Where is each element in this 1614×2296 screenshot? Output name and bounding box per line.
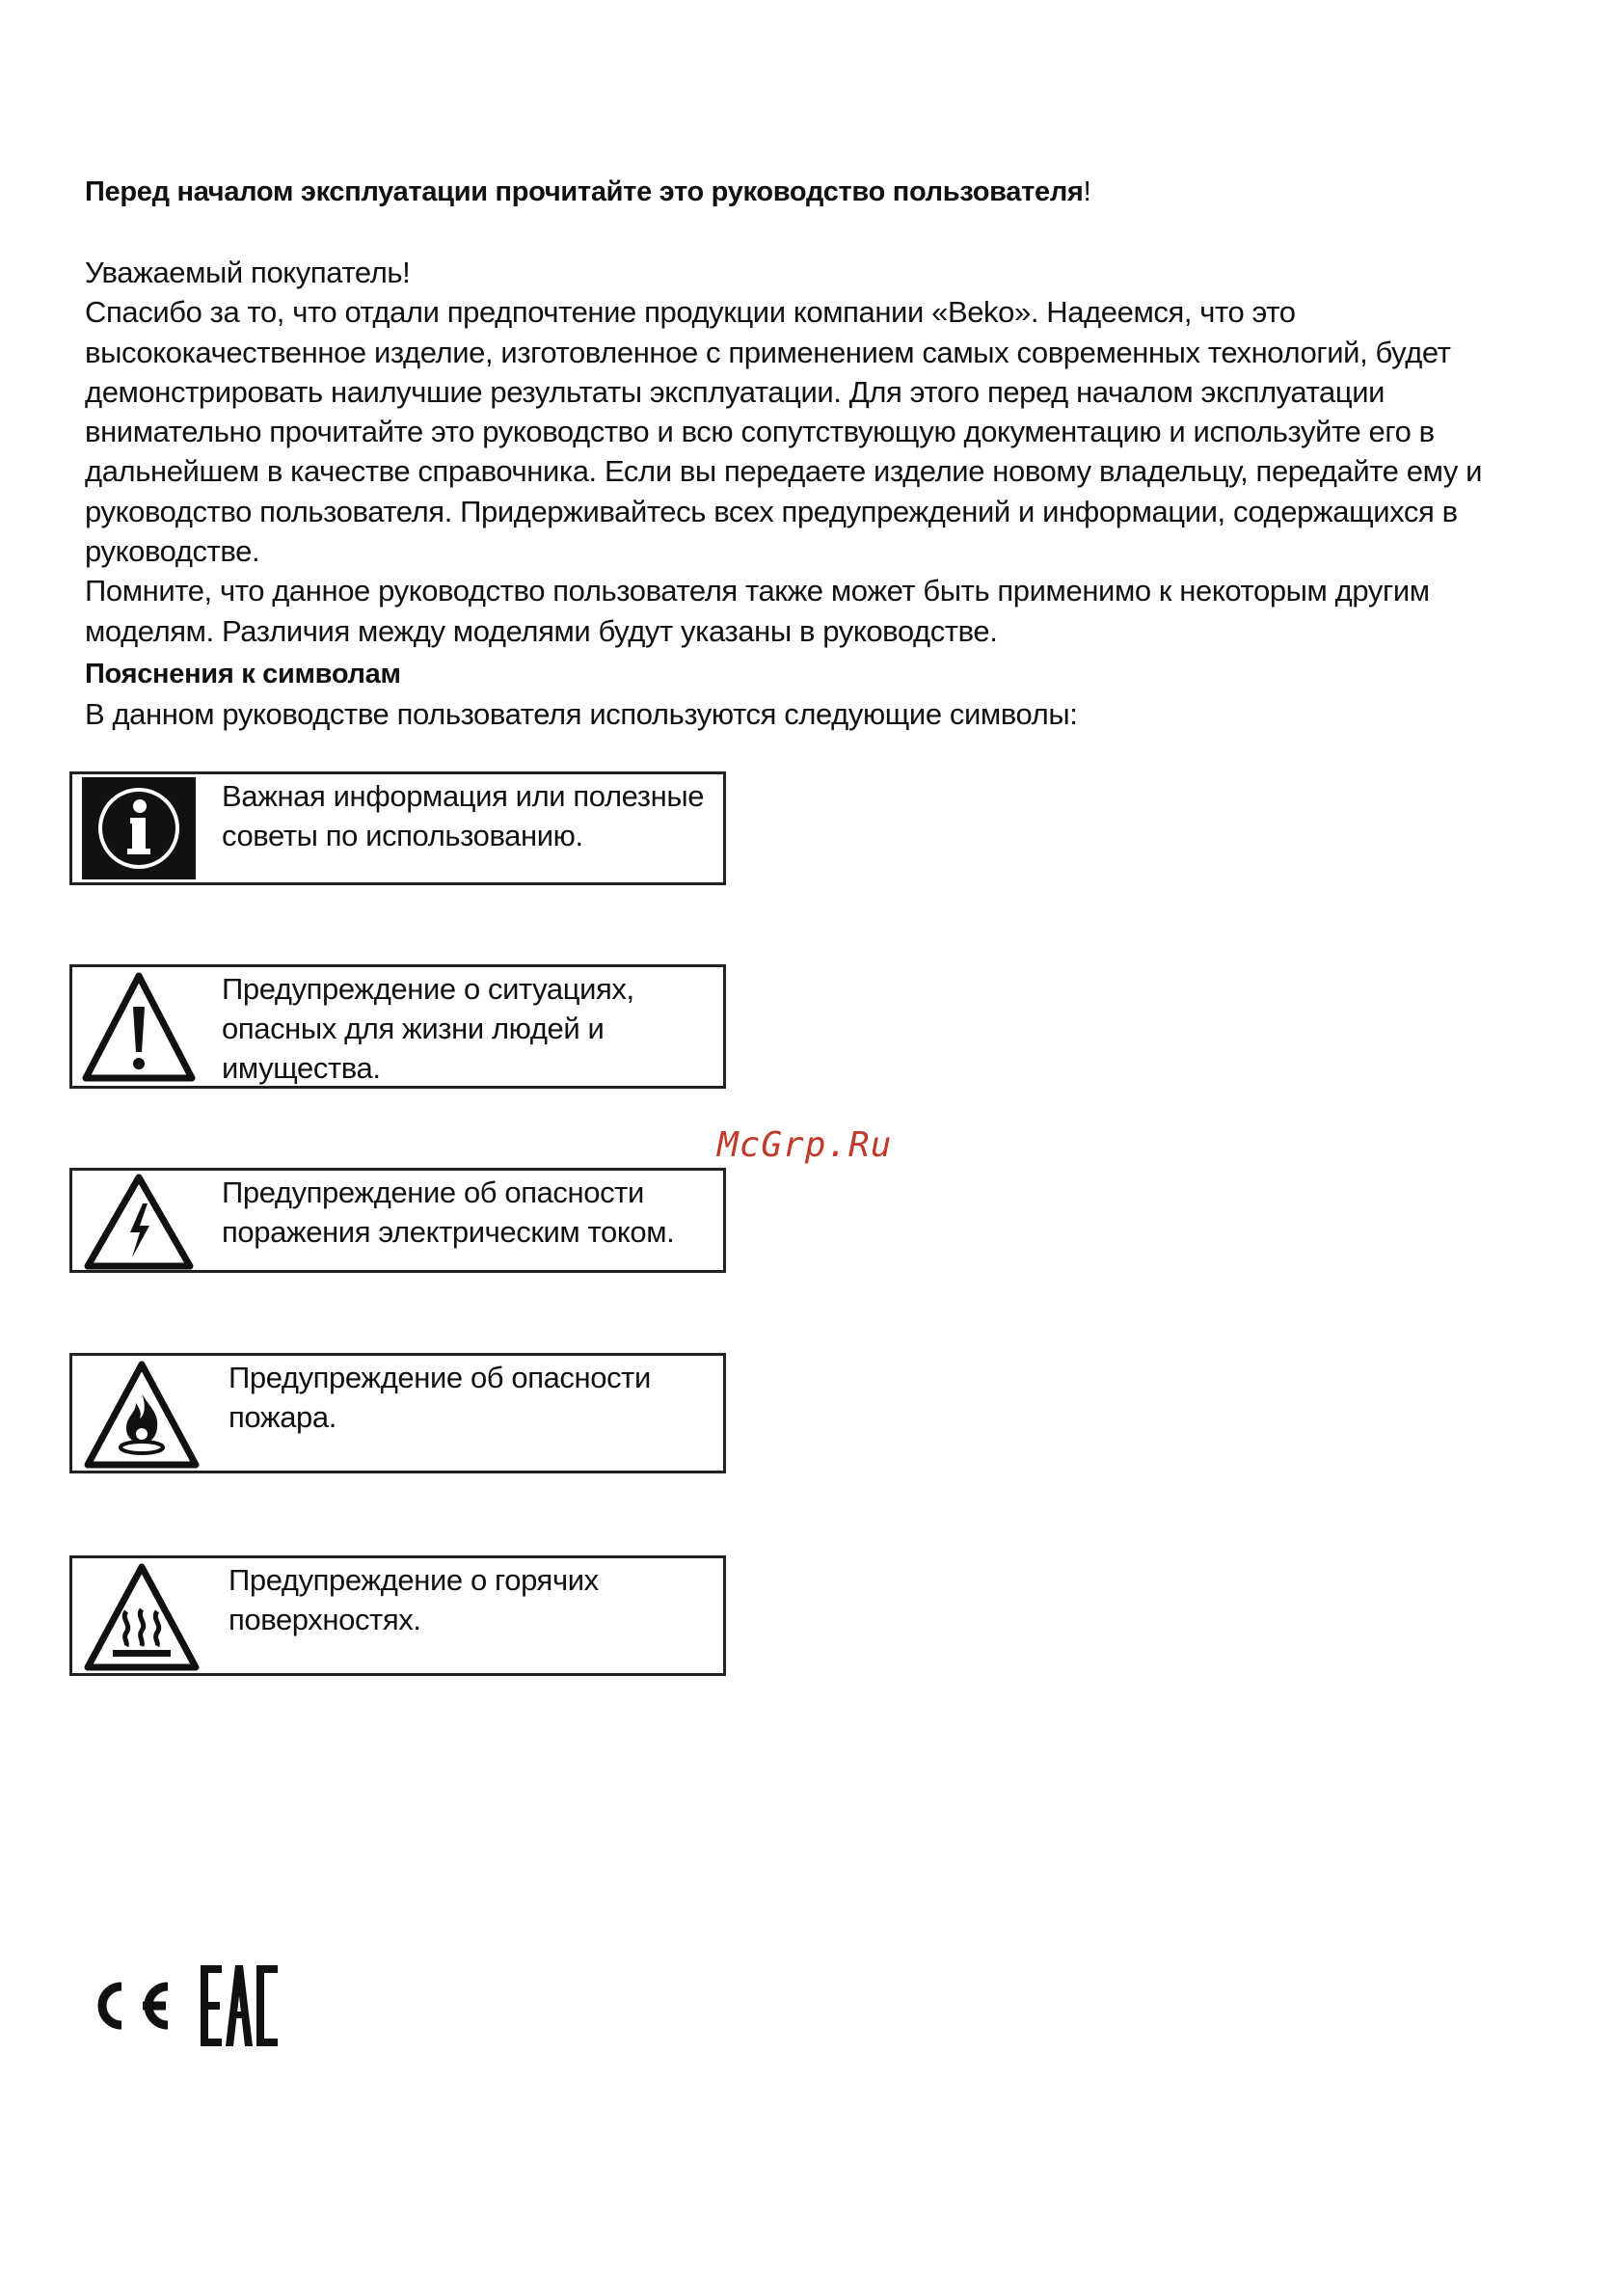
symbol-box-fire <box>69 1353 726 1473</box>
symbol-box-info <box>69 771 726 885</box>
symbol-box-electric <box>69 1168 726 1273</box>
page-heading-excl: ! <box>1083 176 1091 207</box>
ce-mark-icon <box>102 1986 168 2025</box>
warning-icon <box>82 970 196 1089</box>
symbol-text-line: советы по использованию. <box>222 819 583 852</box>
symbol-text-line: Предупреждение о ситуациях, <box>222 972 634 1006</box>
intro-text <box>85 253 1531 651</box>
electric-shock-icon <box>82 1173 196 1276</box>
symbol-box-warning <box>69 964 726 1089</box>
symbol-text-line: опасных для жизни людей и <box>222 1012 605 1045</box>
info-icon <box>82 777 196 884</box>
eac-mark-icon <box>201 1965 278 2046</box>
symbol-text-line: имущества. <box>222 1051 381 1085</box>
symbols-intro: В данном руководстве пользователя используются следующие символы: <box>85 697 1078 731</box>
hot-surface-icon <box>82 1561 202 1678</box>
symbol-text-line: Предупреждение о горячих <box>229 1563 599 1597</box>
fire-hazard-icon <box>82 1359 202 1475</box>
watermark: McGrp.Ru <box>717 1125 893 1165</box>
symbols-heading: Пояснения к символам <box>85 659 401 689</box>
intro-paragraph: Помните, что данное руководство пользователя также может быть применимо к некоторым другим моделям. Различия между моделями будут указаны в руководстве. <box>85 574 1430 648</box>
symbol-text-line: Предупреждение об опасности <box>222 1175 644 1209</box>
symbol-box-hot-surface <box>69 1555 726 1676</box>
symbol-text-line: пожара. <box>229 1400 336 1434</box>
symbol-text-line: поражения электрическим током. <box>222 1215 675 1249</box>
symbol-text-line: Предупреждение об опасности <box>229 1361 651 1394</box>
symbol-text-line: поверхностях. <box>229 1603 421 1636</box>
intro-paragraph: Уважаемый покупатель! <box>85 256 411 289</box>
intro-paragraph: Спасибо за то, что отдали предпочтение продукции компании «Beko». Надеемся, что это высококачественное изделие, изготовленное с применением самых современных технологий, будет демонстрировать наилучшие результаты эксплуатации. Для этого перед началом эксплуатации внимательно прочитайте это руководство и всю сопутствующую документацию и используйте его в дальнейшем в качестве справочника. Если вы передаете изделие новому владельцу, передайте ему и руководство пользователя. Придерживайтесь всех предупреждений и информации, содержащихся в руководстве. <box>85 295 1483 569</box>
certification-marks <box>83 1958 295 2059</box>
page-heading-text: Перед началом эксплуатации прочитайте это руководство пользователя <box>85 176 1084 207</box>
symbol-text-line: Важная информация или полезные <box>222 779 705 813</box>
page-heading <box>85 176 1090 208</box>
